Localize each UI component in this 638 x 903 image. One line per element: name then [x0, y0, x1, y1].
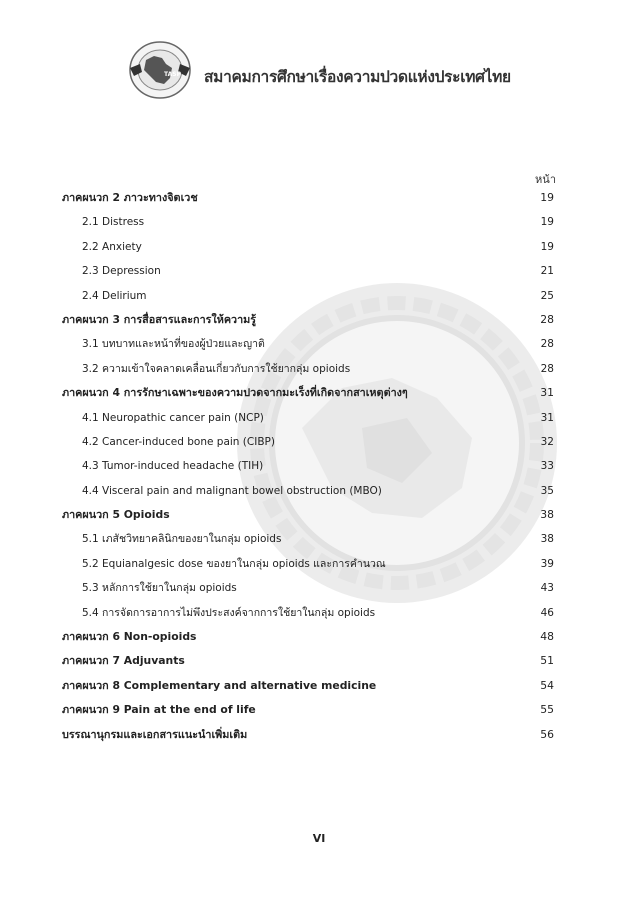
toc-entry-page: 25	[540, 289, 554, 302]
page-column-label: หน้า	[535, 173, 556, 186]
toc-entry-title: 2.4 Delirium	[82, 289, 147, 302]
toc-entry	[62, 332, 554, 356]
toc-entry	[62, 454, 554, 478]
toc-entry	[62, 503, 554, 527]
toc-entry-title: ภาคผนวก 8 Complementary and alternative medicine	[62, 678, 377, 692]
toc-entry-title: 4.3 Tumor-induced headache (TIH)	[82, 460, 264, 473]
toc-entry-title: 2.2 Anxiety	[82, 240, 142, 253]
toc-entry-title: 4.2 Cancer-induced bone pain (CIBP)	[82, 435, 275, 448]
organization-name: สมาคมการศึกษาเรื่องความปวดแห่งประเทศไทย	[204, 68, 511, 86]
toc-entry-title: ภาคผนวก 3 การสื่อสารและการให้ความรู้	[62, 312, 257, 326]
toc-entry-page: 19	[540, 240, 554, 253]
toc-entry-page: 56	[540, 727, 554, 741]
toc-entry-page: 33	[540, 460, 554, 473]
toc-entry	[62, 210, 554, 234]
toc-entry-title: 3.2 ความเข้าใจคลาดเคลื่อนเกี่ยวกับการใช้ยากลุ่ม opioids	[82, 362, 351, 375]
page-number: VI	[312, 832, 326, 845]
toc-entry	[62, 576, 554, 600]
toc-entry	[62, 357, 554, 381]
toc-entry-page: 19	[540, 191, 554, 204]
association-logo-icon	[120, 38, 200, 102]
toc-entry-title: 5.2 Equianalgesic dose ของยาในกลุ่ม opioids และการคำนวณ	[82, 557, 386, 570]
toc-entry-page: 28	[540, 362, 554, 375]
toc-entry-page: 19	[540, 216, 554, 229]
toc-entry-page: 39	[540, 557, 554, 570]
toc-entry	[62, 430, 554, 454]
toc-entry-page: 32	[540, 435, 554, 448]
toc-entry-title: บรรณานุกรมและเอกสารแนะนำเพิ่มเติม	[62, 727, 248, 741]
toc-entry-title: 2.3 Depression	[82, 265, 161, 278]
toc-entry	[62, 284, 554, 308]
toc-entry-page: 51	[540, 654, 554, 668]
toc-entry-page: 48	[540, 630, 554, 644]
toc-entry-title: ภาคผนวก 4 การรักษาเฉพาะของความปวดจากมะเร็งที่เกิดจากสาเหตุต่างๆ	[62, 386, 408, 400]
toc-entry	[62, 625, 554, 649]
toc-entry-page: 38	[540, 508, 554, 522]
toc-entry	[62, 186, 554, 210]
toc-entry-page: 55	[540, 703, 554, 717]
toc-entry	[62, 308, 554, 332]
document-header	[120, 38, 540, 108]
toc-entry-title: 3.1 บทบาทและหน้าที่ของผู้ป่วยและญาติ	[82, 338, 265, 351]
toc-entry-title: 5.4 การจัดการอาการไม่พึงประสงค์จากการใช้ยาในกลุ่ม opioids	[82, 606, 376, 619]
toc-entry-page: 21	[540, 265, 554, 278]
toc-entry	[62, 674, 554, 698]
toc-entry-title: ภาคผนวก 6 Non-opioids	[62, 630, 197, 644]
toc-entry-title: ภาคผนวก 7 Adjuvants	[62, 654, 185, 668]
toc-entry	[62, 259, 554, 283]
toc-entry-page: 35	[540, 484, 554, 497]
toc-entry	[62, 698, 554, 722]
toc-entry-page: 31	[540, 411, 554, 424]
toc-entry	[62, 235, 554, 259]
toc-entry-page: 38	[540, 533, 554, 546]
toc-entry-page: 31	[540, 386, 554, 400]
toc-entry	[62, 381, 554, 405]
table-of-contents	[62, 186, 554, 747]
toc-entry-title: 4.4 Visceral pain and malignant bowel obstruction (MBO)	[82, 484, 382, 497]
toc-entry-page: 28	[540, 338, 554, 351]
toc-entry	[62, 552, 554, 576]
toc-entry-title: ภาคผนวก 9 Pain at the end of life	[62, 703, 256, 717]
toc-entry-page: 54	[540, 678, 554, 692]
toc-entry-title: 2.1 Distress	[82, 216, 145, 229]
toc-entry-title: 4.1 Neuropathic cancer pain (NCP)	[82, 411, 264, 424]
toc-entry-title: 5.1 เภสัชวิทยาคลินิกของยาในกลุ่ม opioids	[82, 533, 282, 546]
logo-text: TASP	[164, 71, 181, 78]
toc-entry-page: 46	[540, 606, 554, 619]
toc-entry	[62, 479, 554, 503]
toc-entry-page: 43	[540, 582, 554, 595]
toc-entry-title: ภาคผนวก 5 Opioids	[62, 508, 170, 522]
toc-entry-title: 5.3 หลักการใช้ยาในกลุ่ม opioids	[82, 582, 237, 595]
toc-entry	[62, 527, 554, 551]
toc-entry	[62, 406, 554, 430]
toc-entry	[62, 601, 554, 625]
toc-entry-page: 28	[540, 312, 554, 326]
toc-entry	[62, 649, 554, 673]
toc-entry-title: ภาคผนวก 2 ภาวะทางจิตเวช	[62, 191, 198, 204]
toc-entry	[62, 723, 554, 747]
